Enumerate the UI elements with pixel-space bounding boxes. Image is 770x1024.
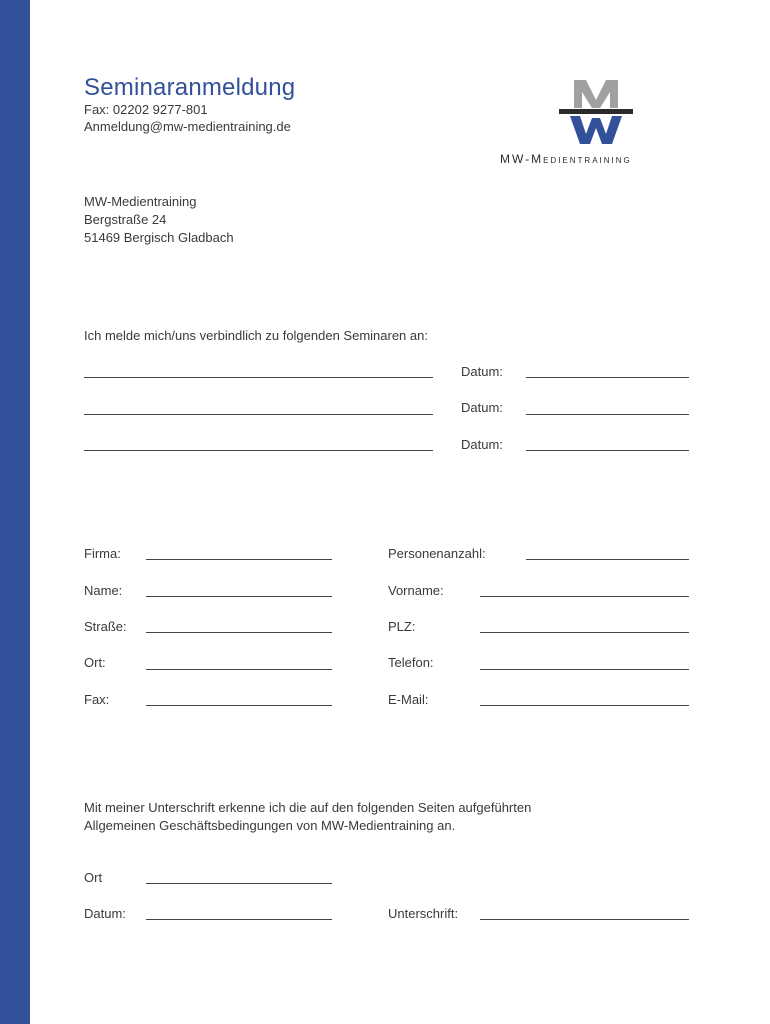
telefon-label: Telefon: xyxy=(388,655,434,670)
seminar-date-field-3[interactable] xyxy=(526,450,689,451)
telefon-field[interactable] xyxy=(480,669,689,670)
seminar-date-label-1: Datum: xyxy=(461,364,503,379)
signature-datum-label: Datum: xyxy=(84,906,126,921)
ort-label: Ort: xyxy=(84,655,106,670)
seminar-date-label-3: Datum: xyxy=(461,437,503,452)
strasse-label: Straße: xyxy=(84,619,127,634)
vorname-label: Vorname: xyxy=(388,583,444,598)
address-line-1: MW-Medientraining xyxy=(84,194,197,209)
agreement-line-2: Allgemeinen Geschäftsbedingungen von MW-Medientraining an. xyxy=(84,818,456,833)
personenanzahl-field[interactable] xyxy=(526,559,689,560)
email-label: E-Mail: xyxy=(388,692,429,707)
name-field[interactable] xyxy=(146,596,332,597)
firma-label: Firma: xyxy=(84,546,121,561)
unterschrift-label: Unterschrift: xyxy=(388,906,459,921)
address-line-2: Bergstraße 24 xyxy=(84,212,167,227)
seminar-date-field-2[interactable] xyxy=(526,414,689,415)
page-title: Seminaranmeldung xyxy=(84,74,296,101)
ort-field[interactable] xyxy=(146,669,332,670)
name-label: Name: xyxy=(84,583,123,598)
signature-datum-field[interactable] xyxy=(146,919,332,920)
email-field[interactable] xyxy=(480,705,689,706)
address-line-3: 51469 Bergisch Gladbach xyxy=(84,230,234,245)
logo-text: MW-Medientraining xyxy=(500,152,632,166)
signature-ort-field[interactable] xyxy=(146,883,332,884)
header-email: Anmeldung@mw-medientraining.de xyxy=(84,119,291,134)
seminar-field-2[interactable] xyxy=(84,414,433,415)
mw-logo-icon xyxy=(556,78,636,148)
plz-label: PLZ: xyxy=(388,619,416,634)
signature-ort-label: Ort xyxy=(84,870,103,885)
agreement-line-1: Mit meiner Unterschrift erkenne ich die auf den folgenden Seiten aufgeführten xyxy=(84,800,532,815)
personenanzahl-label: Personenanzahl: xyxy=(388,546,486,561)
unterschrift-field[interactable] xyxy=(480,919,689,920)
firma-field[interactable] xyxy=(146,559,332,560)
seminar-field-1[interactable] xyxy=(84,377,433,378)
strasse-field[interactable] xyxy=(146,632,332,633)
seminar-date-field-1[interactable] xyxy=(526,377,689,378)
header-fax: Fax: 02202 9277-801 xyxy=(84,102,208,117)
fax-label: Fax: xyxy=(84,692,110,707)
blue-sidebar-band xyxy=(0,0,30,1024)
seminar-field-3[interactable] xyxy=(84,450,433,451)
seminar-date-label-2: Datum: xyxy=(461,400,503,415)
vorname-field[interactable] xyxy=(480,596,689,597)
fax-field[interactable] xyxy=(146,705,332,706)
seminar-intro: Ich melde mich/uns verbindlich zu folgenden Seminaren an: xyxy=(84,328,428,343)
plz-field[interactable] xyxy=(480,632,689,633)
